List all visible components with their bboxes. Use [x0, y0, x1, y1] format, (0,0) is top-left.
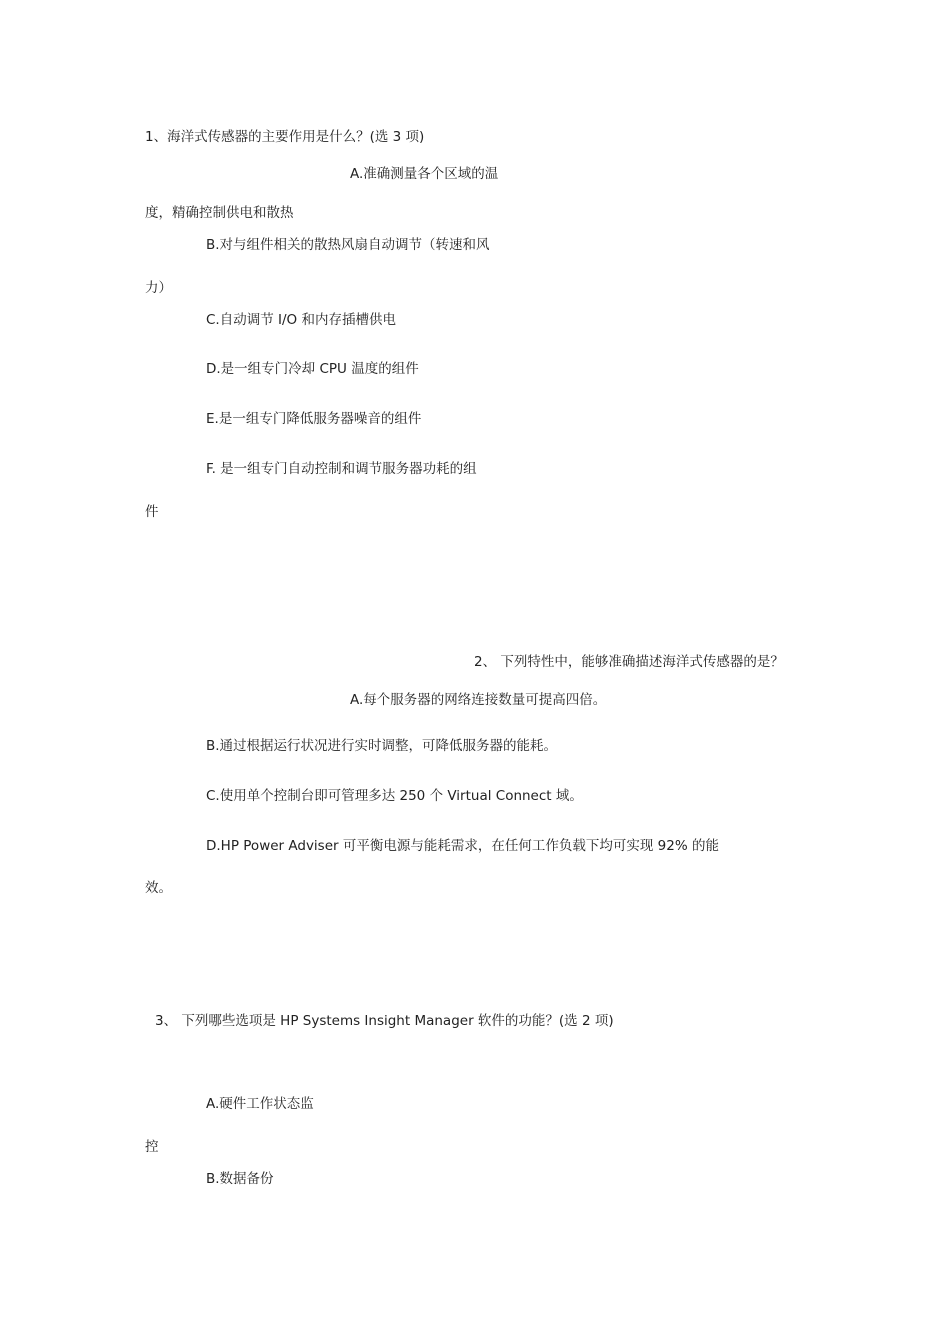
question-1-title: 1、海洋式传感器的主要作用是什么？(选 3 项): [145, 129, 425, 145]
question-3-option-a-continued: 控: [145, 1139, 159, 1155]
question-1-option-f: F. 是一组专门自动控制和调节服务器功耗的组: [206, 461, 477, 477]
question-2-title: 2、 下列特性中，能够准确描述海洋式传感器的是？: [474, 654, 784, 670]
question-2-option-d-continued: 效。: [145, 880, 172, 896]
question-3-title: 3、 下列哪些选项是 HP Systems Insight Manager 软件的功能？(选 2 项): [155, 1013, 614, 1029]
question-1-option-b: B.对与组件相关的散热风扇自动调节（转速和风: [206, 237, 490, 253]
question-2-option-b: B.通过根据运行状况进行实时调整，可降低服务器的能耗。: [206, 738, 558, 754]
question-1-option-d: D.是一组专门冷却 CPU 温度的组件: [206, 361, 419, 377]
question-3-option-b: B.数据备份: [206, 1171, 274, 1187]
question-1-option-f-continued: 件: [145, 504, 159, 520]
question-2-option-d: D.HP Power Adviser 可平衡电源与能耗需求，在任何工作负载下均可实现 92% 的能: [206, 838, 719, 854]
question-1-option-e: E.是一组专门降低服务器噪音的组件: [206, 411, 422, 427]
question-1-option-b-continued: 力）: [145, 280, 172, 296]
question-1-option-a-continued: 度，精确控制供电和散热: [145, 205, 294, 221]
question-1-option-a: A.准确测量各个区域的温: [350, 166, 499, 182]
question-2-option-a: A.每个服务器的网络连接数量可提高四倍。: [350, 692, 607, 708]
question-1-option-c: C.自动调节 I/O 和内存插槽供电: [206, 312, 396, 328]
question-2-option-c: C.使用单个控制台即可管理多达 250 个 Virtual Connect 域。: [206, 788, 583, 804]
question-3-option-a: A.硬件工作状态监: [206, 1096, 314, 1112]
